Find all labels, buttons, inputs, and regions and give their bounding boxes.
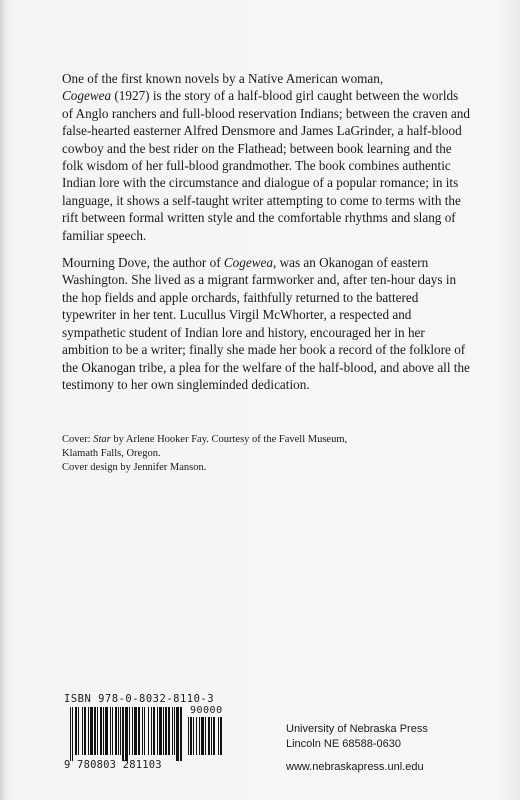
- description-paragraph-2: [62, 254, 472, 393]
- p2-intro: Mourning Dove, the author of: [62, 255, 224, 271]
- book-title: Cogewea: [62, 88, 112, 104]
- cover-art-credit: [62, 433, 442, 447]
- spine-edge: [0, 0, 6, 800]
- publisher-address: Lincoln NE 68588-0630: [286, 738, 401, 750]
- publisher-info: [286, 722, 486, 775]
- p2-body: , was an Okanogan of eastern Washington. She lived as a migrant farmworker and, after ten-hour days in the hop fields and apple orchards, faithfully returned to the battered typewriter in her tent. Lucullus Virgil McWhorter, a respected and sympathetic student of Indian lore and history, encouraged her in her ambition to be a writer; finally she made her book a record of the folklore of the Okanogan tribe, a plea for the welfare of the half-blood, and above all the testimony to her own singleminded dedication.: [62, 255, 470, 392]
- cover-art-title: Star: [93, 434, 111, 445]
- cover-design-credit: Cover design by Jennifer Manson.: [62, 462, 207, 474]
- addon-barcode-bars: [188, 717, 236, 761]
- ean-digits: 9 780803 281103: [64, 759, 162, 771]
- cover-art-location: Klamath Falls, Oregon.: [62, 448, 161, 460]
- book-title: Cogewea: [223, 255, 273, 271]
- p1-body: (1927) is the story of a half-blood girl caught between the worlds of Anglo ranchers and full-blood reservation Indians; between the craven and false-hearted easterner Alfred Densmore and James LaGrinder, a half-blood cowboy and the best rider on the Flathead; between book learning and the folk wisdom of her full-blood grandmother. The book combines authentic Indian lore with the circumstance and dialogue of a popular romance; in its language, it shows a self-taught writer attempting to come to terms with the rift between formal written style and the comfortable rhythms and slang of familiar speech.: [62, 88, 470, 243]
- barcode: [64, 693, 240, 773]
- publisher-name: University of Nebraska Press: [286, 723, 428, 735]
- cover-credits: [62, 433, 442, 476]
- description-text: [62, 70, 472, 403]
- p1-intro: One of the first known novels by a Native American woman,: [62, 71, 384, 86]
- price-code: 90000: [190, 705, 223, 716]
- description-paragraph-1: [62, 70, 472, 244]
- isbn-label: ISBN 978-0-8032-8110-3: [64, 693, 215, 705]
- publisher-url[interactable]: www.nebraskapress.unl.edu: [286, 761, 424, 773]
- cover-art-source: by Arlene Hooker Fay. Courtesy of the Favell Museum,: [110, 434, 348, 445]
- ean-barcode-bars: [70, 707, 184, 761]
- cover-prefix: Cover:: [62, 434, 94, 445]
